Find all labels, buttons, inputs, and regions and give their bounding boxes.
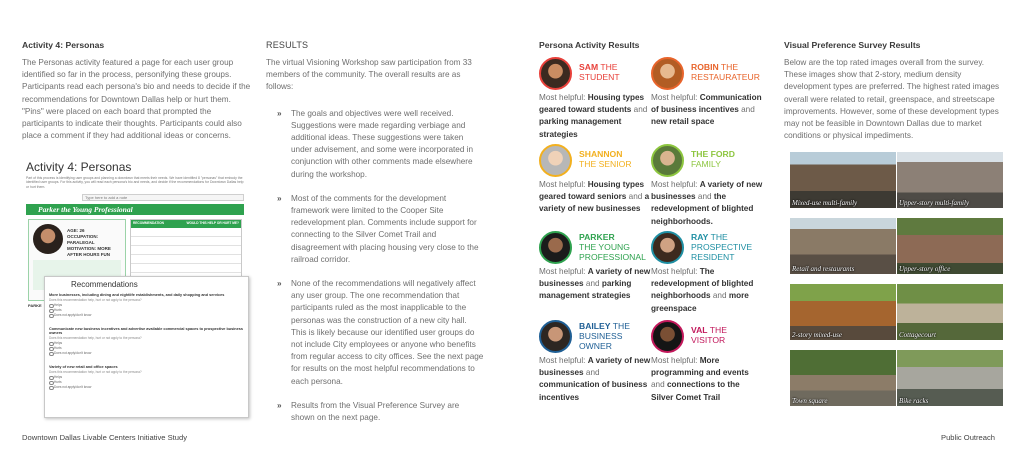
helpful-text: Most helpful:: [539, 93, 588, 102]
persona-most-helpful: [651, 355, 763, 404]
parker-label-fragment: PARKE: [28, 303, 42, 307]
helpful-text: Most helpful:: [651, 93, 700, 102]
persona-header: [651, 320, 763, 353]
helpful-item: a variety of new businesses: [539, 192, 650, 214]
helpful-item: more greenspace: [651, 291, 749, 313]
persona-occupation: OCCUPATION: PARALEGAL: [67, 234, 99, 245]
recommendations-title: Recommendations: [71, 280, 138, 289]
survey-photo-caption: 2-story mixed-use: [792, 331, 842, 339]
results-section: [266, 40, 484, 436]
persona-header: [651, 231, 763, 264]
persona-name: [579, 149, 632, 169]
persona-result-card: [539, 231, 651, 303]
persona-name-line: [691, 232, 752, 242]
bullet-text: Most of the comments for the development framework were limited to the Cooper Site redevelopment plan. Comments include support for connecting to the Silver Comet Trail and disagreement with placing housing very close to the railroad corridor.: [291, 193, 479, 264]
helpful-text: and: [695, 192, 714, 202]
helpful-text: Most helpful:: [651, 267, 700, 276]
persona-results-grid: [539, 57, 774, 427]
results-bullets: [266, 108, 484, 425]
recommendation-option: Hurts: [49, 380, 248, 384]
recommendation-table-header: [131, 220, 241, 228]
helpful-item: The redevelopment of blighted neighborhoods: [651, 267, 754, 301]
bullet-text: None of the recommendations will negatively affect any user group. The one recommendation that participants ruled as the most inapplicable to the personas was the construction of a new city hall. This is likely because our identified user groups do not include City employees or anyone who benefits from regular access to city offices. See the next page for results on the most helpful recommendations to each persona.: [291, 279, 484, 386]
helpful-text: Most helpful:: [539, 180, 588, 189]
survey-photo-caption: Town square: [792, 397, 828, 405]
persona-most-helpful: [651, 179, 763, 228]
persona-result-card: [651, 231, 763, 315]
persona-result-card: [539, 320, 651, 404]
results-heading: RESULTS: [266, 40, 309, 50]
persona-name: [691, 62, 760, 82]
persona-name-line: [579, 321, 630, 331]
persona-header: [539, 231, 651, 264]
table-head-right: WOULD THIS HELP OR HURT ME?: [186, 221, 239, 225]
helpful-text: Most helpful:: [539, 356, 588, 365]
visual-preference-section: [784, 40, 1006, 142]
survey-photo: [897, 284, 1003, 340]
bullet-mark: »: [277, 193, 282, 203]
persona-header: [539, 320, 651, 353]
visual-preference-body: Below are the top rated images overall from the survey. These images show that 2-story, medium density development types are preferred. The highest rated images overall were related to retail, greenspace, and streetscape improvements. However, some of these development types may not be feasible in Downtown Dallas due to market conditions or physical impediments.: [784, 58, 1000, 141]
results-bullet-item: [266, 278, 484, 388]
persona-photo: [33, 224, 63, 254]
persona-name-line: THE SENIOR: [579, 159, 632, 169]
persona-first-name: BAILEY: [579, 321, 611, 331]
persona-first-name: ROBIN: [691, 62, 719, 72]
persona-activity-thumbnail: [22, 157, 250, 419]
board-intro: Part of this process is identifying user groups and planning a downtown that meets their needs. We have identified 8 "personas" that embody the identified user groups. For this activity, you will read each persona's bio and needs, and decide if the recommendations for Downtown Dallas help or hurt them.: [26, 176, 244, 189]
persona-name: [579, 232, 646, 262]
helpful-item: parking management strategies: [539, 117, 622, 139]
recommendation-option: Does not apply/don't know: [49, 385, 248, 389]
results-bullet-item: [266, 193, 484, 266]
persona-avatar: [539, 144, 572, 177]
helpful-text: and: [651, 380, 667, 390]
survey-photo: [897, 350, 1003, 406]
recommendations-sheet: [44, 276, 249, 418]
recommendation-prompt: Does this recommendation help, hurt or not apply to the persona?: [49, 370, 142, 374]
helpful-text: Most helpful:: [651, 356, 700, 365]
helpful-text: and: [626, 192, 645, 202]
persona-name-line: BUSINESS: [579, 331, 623, 341]
footer-study-title: Downtown Dallas Livable Centers Initiative Study: [22, 433, 188, 442]
bullet-mark: »: [277, 279, 282, 289]
helpful-item: connections to the Silver Comet Trail: [651, 380, 740, 402]
helpful-text: Most helpful:: [539, 267, 588, 276]
persona-result-card: [651, 320, 763, 404]
persona-name-line: FAMILY: [691, 159, 721, 169]
helpful-item: A variety of new businesses: [539, 267, 651, 289]
helpful-item: parking management strategies: [539, 279, 632, 301]
persona-name-line: [579, 149, 632, 159]
helpful-item: More programming and events: [651, 356, 749, 378]
persona-name: [579, 321, 630, 351]
helpful-item: communication of business incentives: [539, 380, 648, 402]
results-bullet-item: [266, 108, 484, 181]
persona-name-line: [691, 62, 760, 72]
survey-photo: [897, 218, 1003, 274]
table-head-left: RECOMMENDATION: [133, 221, 164, 225]
persona-avatar: [539, 231, 572, 264]
footer-section-name: Public Outreach: [941, 433, 996, 442]
persona-name-line: [691, 149, 735, 159]
recommendation-option: Helps: [49, 375, 248, 379]
personas-section: [22, 40, 254, 142]
helpful-text: and: [738, 105, 755, 115]
persona-first-name: SHANNON: [579, 149, 623, 159]
bullet-mark: »: [277, 400, 282, 410]
persona-most-helpful: [651, 266, 763, 315]
persona-meta: [67, 228, 125, 258]
persona-name-line: [579, 232, 646, 242]
helpful-text: and: [631, 105, 648, 115]
persona-result-card: [539, 144, 651, 216]
persona-name-line: [579, 62, 620, 72]
recommendation-question: Variety of new retail and office spaces: [49, 365, 118, 369]
helpful-text: and: [710, 291, 729, 301]
persona-motivation: MOTIVATION: MORE AFTER HOURS FUN: [67, 246, 111, 257]
persona-banner: Parker the Young Professional: [26, 204, 244, 215]
persona-name-article: THE: [598, 62, 618, 72]
survey-photo-caption: Upper-story office: [899, 265, 951, 273]
recommendation-option: Hurts: [49, 346, 248, 350]
persona-avatar: [651, 144, 684, 177]
persona-result-card: [651, 144, 763, 228]
persona-name-line: PROFESSIONAL: [579, 252, 646, 262]
persona-name-line: OWNER: [579, 341, 612, 351]
results-intro: The virtual Visioning Workshop saw participation from 33 members of the community. The overall results are as follows:: [266, 58, 472, 92]
bullet-mark: »: [277, 108, 282, 118]
persona-results-heading: Persona Activity Results: [539, 40, 640, 50]
persona-first-name: SAM: [579, 62, 599, 72]
recommendation-option: Does not apply/don't know: [49, 351, 248, 355]
persona-most-helpful: [539, 179, 651, 216]
persona-name-line: RESIDENT: [691, 252, 735, 262]
results-bullet-item: [266, 400, 484, 424]
helpful-item: A variety of new businesses: [539, 356, 651, 378]
persona-name-article: THE: [610, 321, 630, 331]
survey-photo-caption: Bike racks: [899, 397, 929, 405]
helpful-item: Housing types geared toward students: [539, 93, 645, 115]
survey-photo-caption: Cottagecourt: [899, 331, 936, 339]
persona-header: [651, 57, 763, 90]
persona-most-helpful: [539, 266, 651, 303]
board-toolbar: Type here to add a note: [82, 194, 244, 201]
helpful-item: the redevelopment of blighted neighborhoods.: [651, 192, 754, 226]
persona-first-name: PARKER: [579, 232, 615, 242]
persona-first-name: VAL: [691, 325, 708, 335]
persona-name-line: PROSPECTIVE: [691, 242, 753, 252]
helpful-item: new retail space: [651, 117, 715, 127]
persona-name-line: RESTAURATEUR: [691, 72, 760, 82]
survey-photo: [790, 350, 896, 406]
helpful-item: A variety of new businesses: [651, 180, 763, 202]
survey-photo-caption: Mixed-use multi-family: [792, 199, 858, 207]
helpful-text: Most helpful:: [651, 180, 700, 189]
recommendation-option: Hurts: [49, 308, 248, 312]
survey-photo: [897, 152, 1003, 208]
recommendation-option: Does not apply/don't know: [49, 313, 248, 317]
survey-photo: [790, 284, 896, 340]
helpful-item: Communication of business incentives: [651, 93, 762, 115]
persona-name-article: THE: [708, 232, 728, 242]
persona-result-card: [539, 57, 651, 141]
persona-avatar: [539, 57, 572, 90]
persona-avatar: [651, 320, 684, 353]
persona-name-line: STUDENT: [579, 72, 620, 82]
survey-photo: [790, 218, 896, 274]
bullet-text: Results from the Visual Preference Survey are shown on the next page.: [291, 400, 460, 423]
persona-name-line: THE YOUNG: [579, 242, 630, 252]
persona-most-helpful: [539, 355, 651, 404]
recommendation-prompt: Does this recommendation help, hurt or not apply to the persona?: [49, 336, 142, 340]
recommendation-prompt: Does this recommendation help, hurt or not apply to the persona?: [49, 298, 142, 302]
persona-first-name: RAY: [691, 232, 709, 242]
bullet-text: The goals and objectives were well received. Suggestions were made regarding verbiage and additional ideas. These suggestions were taken under advisement, and some were incorporated in conjunction with other comments made elsewhere during the workshop.: [291, 108, 474, 179]
survey-photo-grid: [790, 152, 1002, 414]
persona-avatar: [539, 320, 572, 353]
persona-name: [691, 149, 735, 169]
persona-name: [691, 325, 727, 345]
recommendation-question: More businesses, including dining and nightlife establishments, and daily shopping and services: [49, 293, 225, 297]
survey-photo-caption: Retail and restaurants: [792, 265, 855, 273]
recommendation-option: Helps: [49, 341, 248, 345]
persona-header: [539, 144, 651, 177]
visual-preference-heading: Visual Preference Survey Results: [784, 40, 921, 50]
persona-name-line: VISITOR: [691, 335, 726, 345]
persona-name-line: [691, 325, 727, 335]
persona-result-card: [651, 57, 763, 129]
persona-avatar: [651, 231, 684, 264]
persona-name: [691, 232, 752, 262]
persona-age: AGE: 26: [67, 228, 85, 233]
helpful-text: and: [583, 368, 600, 378]
persona-avatar: [651, 57, 684, 90]
board-title: Activity 4: Personas: [26, 160, 132, 174]
persona-name: [579, 62, 620, 82]
persona-name-article: THE: [707, 325, 727, 335]
helpful-item: Housing types geared toward seniors: [539, 180, 645, 202]
persona-most-helpful: [539, 92, 651, 141]
personas-heading: Activity 4: Personas: [22, 40, 105, 50]
survey-photo-caption: Upper-story multi-family: [899, 199, 970, 207]
recommendation-question: Communicate new business incentives and advertise available commercial spaces to prospective business owners: [49, 327, 243, 335]
persona-first-name: THE FORD: [691, 149, 735, 159]
persona-most-helpful: [651, 92, 763, 129]
persona-header: [539, 57, 651, 90]
persona-header: [651, 144, 763, 177]
recommendation-option: Helps: [49, 303, 248, 307]
recommendations-list: [49, 293, 248, 395]
helpful-text: and: [583, 279, 602, 289]
personas-body: The Personas activity featured a page for each user group identified so far in the process, personifying these groups. Participants read each persona's bio and needs to decide if the recommendations for Downtown Dallas help or hurt them. "Pins" were placed on each board that prompted the participants to indicate their thoughts. Participants could also place a comment if they had additional ideas or concerns.: [22, 58, 251, 141]
survey-photo: [790, 152, 896, 208]
persona-results-section: [539, 40, 774, 427]
persona-name-article: THE: [718, 62, 739, 72]
